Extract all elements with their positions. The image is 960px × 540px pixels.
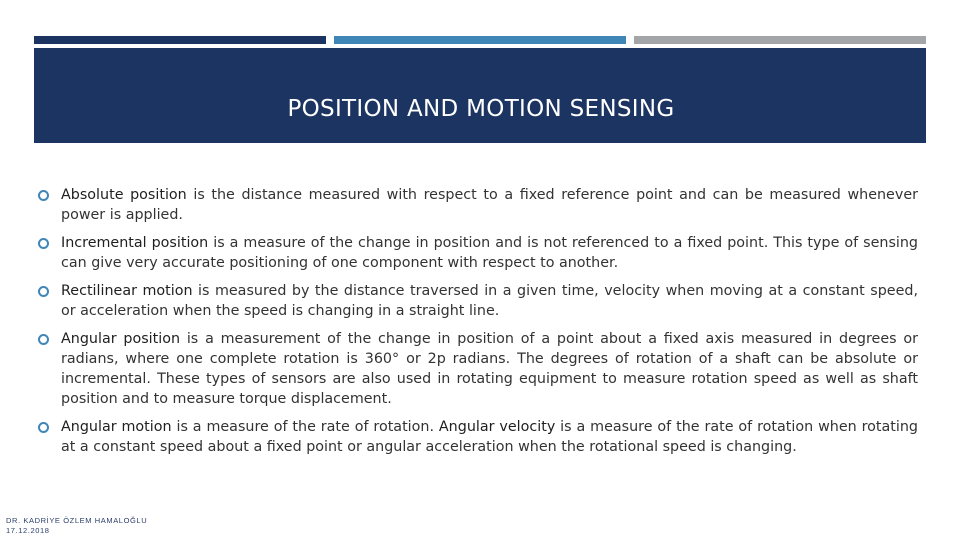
bullet-circle-icon: [38, 422, 49, 433]
bullet-term: Angular motion: [61, 419, 172, 435]
bullet-term-secondary: Angular velocity: [438, 419, 556, 435]
footer-author: DR. KADRİYE ÖZLEM HAMALOĞLU: [6, 516, 148, 525]
footer-date: 17.12.2018: [6, 526, 50, 535]
bullet-item: [38, 417, 918, 457]
bullet-text: is measured by the distance traversed in a given time, velocity when moving at a constant speed, or acceleration when the speed is changing in a straight line.: [61, 283, 918, 319]
slide-title: POSITION AND MOTION SENSING: [287, 96, 675, 122]
slide-footer: [6, 516, 147, 536]
top-accent-bar-dark: [34, 36, 326, 44]
top-accent-bar-gray: [634, 36, 926, 44]
bullet-circle-icon: [38, 190, 49, 201]
bullet-text: is the distance measured with respect to a fixed reference point and can be measured whenever power is applied.: [61, 187, 918, 223]
bullet-item: [38, 185, 918, 225]
bullet-item: [38, 233, 918, 273]
bullet-text: is a measure of the change in position and is not referenced to a fixed point. This type of sensing can give very accurate positioning of one component with respect to another.: [61, 235, 918, 271]
bullet-list: [38, 185, 918, 465]
bullet-item: [38, 329, 918, 409]
bullet-text-secondary: is a measure of the rate of rotation when rotating at a constant speed about a fixed point or angular acceleration when the rotational speed is changing.: [61, 419, 918, 455]
bullet-term: Absolute position: [61, 187, 187, 203]
bullet-text: is a measure of the rate of rotation.: [171, 419, 439, 435]
bullet-text: is a measurement of the change in position of a point about a fixed axis measured in degrees or radians, where one complete rotation is 360° or 2p radians. The degrees of rotation of a shaft can be absolute or incremental. These types of sensors are also used in rotating equipment to measure rotation speed as well as shaft position and to measure torque displacement.: [61, 331, 919, 407]
bullet-circle-icon: [38, 238, 49, 249]
bullet-circle-icon: [38, 334, 49, 345]
top-accent-bar-blue: [334, 36, 626, 44]
bullet-circle-icon: [38, 286, 49, 297]
bullet-term: Angular position: [61, 331, 181, 347]
bullet-item: [38, 281, 918, 321]
bullet-term: Incremental position: [61, 235, 209, 251]
bullet-term: Rectilinear motion: [61, 283, 193, 299]
